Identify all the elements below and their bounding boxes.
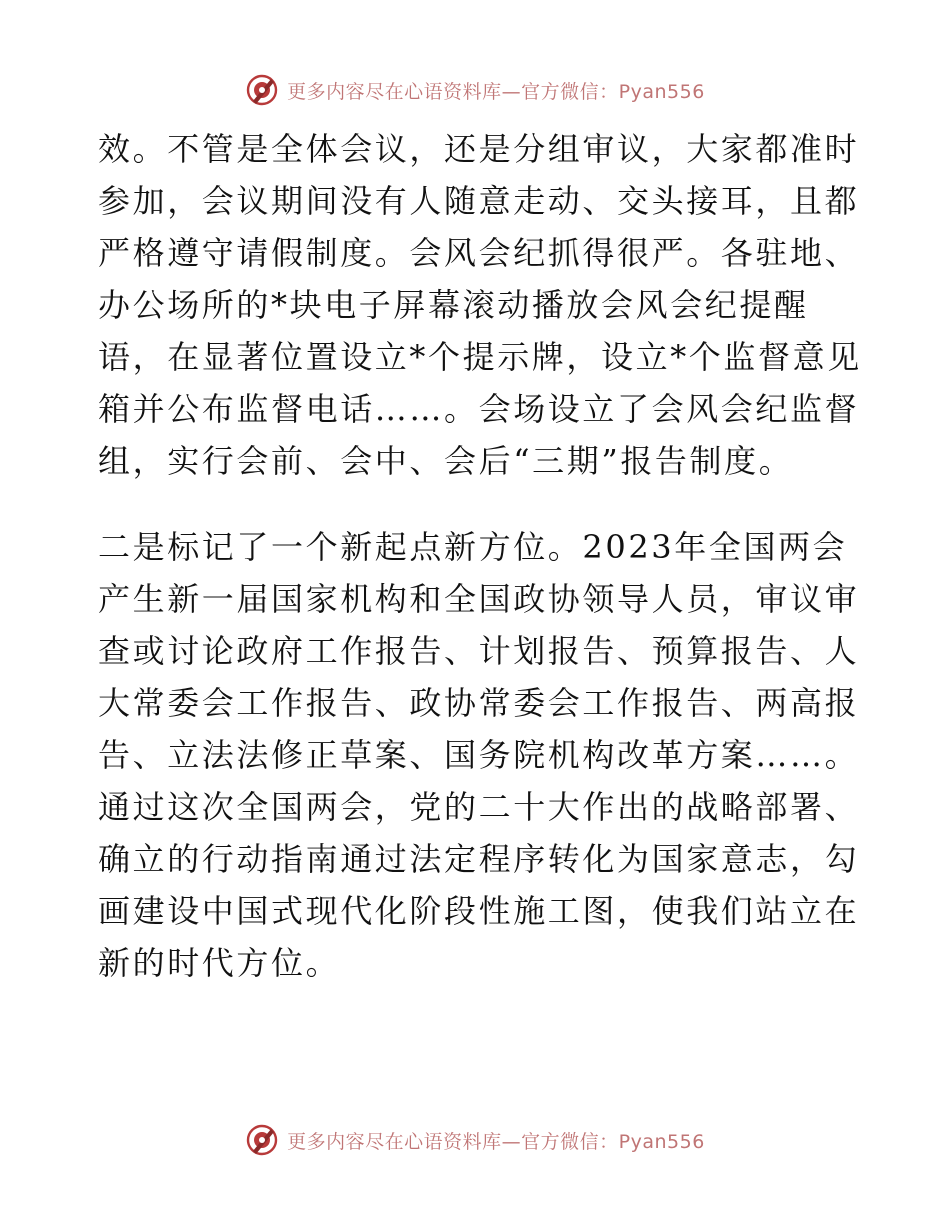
footer-banner xyxy=(0,1118,950,1162)
paragraph-2-line-2: 产生新一届国家机构和全国政协领导人员，审议审 xyxy=(98,580,860,618)
paragraph-1-line-6: 箱并公布监督电话……。会场设立了会风会纪监督 xyxy=(98,390,860,428)
paragraph-1-line-4: 办公场所的*块电子屏幕滚动播放会风会纪提醒 xyxy=(98,286,809,324)
seal-pen-logo-icon xyxy=(245,1123,279,1157)
paragraph-2-line-3: 查或讨论政府工作报告、计划报告、预算报告、人 xyxy=(98,632,860,670)
paragraph-2-line-9: 新的时代方位。 xyxy=(98,944,341,982)
paragraph-1-line-7: 组，实行会前、会中、会后“三期”报告制度。 xyxy=(98,442,794,480)
paragraph-1-line-3: 严格遵守请假制度。会风会纪抓得很严。各驻地、 xyxy=(98,234,860,272)
header-banner xyxy=(0,68,950,112)
paragraph-1-line-5: 语，在显著位置设立*个提示牌，设立*个监督意见 xyxy=(98,338,862,376)
paragraph-2-line-8: 画建设中国式现代化阶段性施工图，使我们站立在 xyxy=(98,892,860,930)
paragraph-2-line-7: 确立的行动指南通过法定程序转化为国家意志，勾 xyxy=(98,840,860,878)
paragraph-2-line-4: 大常委会工作报告、政协常委会工作报告、两高报 xyxy=(98,684,860,722)
paragraph-1-line-1: 效。不管是全体会议，还是分组审议，大家都准时 xyxy=(98,130,860,168)
paragraph-1-line-2: 参加，会议期间没有人随意走动、交头接耳，且都 xyxy=(98,182,860,220)
seal-pen-logo-icon xyxy=(245,73,279,107)
paragraph-2-line-6: 通过这次全国两会，党的二十大作出的战略部署、 xyxy=(98,788,860,826)
header-banner-text: 更多内容尽在心语资料库—官方微信：Pyan556 xyxy=(287,80,705,103)
paragraph-2-line-1: 二是标记了一个新起点新方位。2023年全国两会 xyxy=(98,528,848,566)
footer-banner-text: 更多内容尽在心语资料库—官方微信：Pyan556 xyxy=(287,1130,705,1153)
paragraph-2-line-5: 告、立法法修正草案、国务院机构改革方案……。 xyxy=(98,736,860,774)
